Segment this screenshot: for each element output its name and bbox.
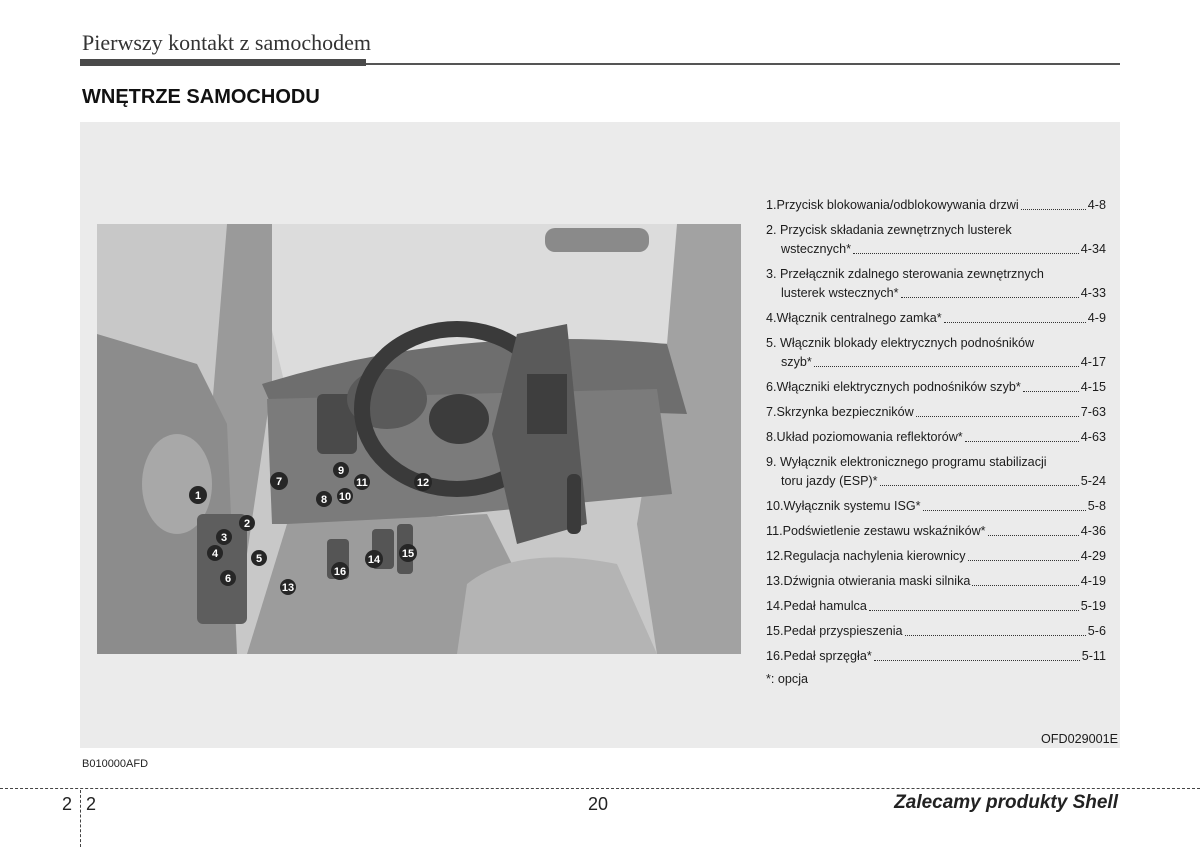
leader-dots — [916, 416, 1079, 417]
running-header-title: Pierwszy kontakt z samochodem — [82, 30, 371, 55]
svg-text:8: 8 — [320, 494, 328, 506]
svg-text:6: 6 — [224, 573, 232, 585]
section-heading: WNĘTRZE SAMOCHODU — [82, 86, 320, 108]
legend-item — [766, 622, 1106, 641]
legend-page-ref: 4-33 — [1080, 286, 1106, 300]
callout-16 — [331, 562, 349, 580]
legend-page-ref: 4-15 — [1080, 380, 1106, 394]
leader-dots — [814, 366, 1079, 367]
legend-label: Przełącznik zdalnego sterowania zewnętrznych — [780, 267, 1044, 281]
svg-text:14: 14 — [367, 554, 381, 566]
legend-item — [766, 265, 1106, 303]
legend-item — [766, 547, 1106, 566]
legend-label: Przycisk składania zewnętrznych lusterek — [780, 223, 1012, 237]
legend-label: Włącznik blokady elektrycznych podnośników — [780, 336, 1035, 350]
leader-dots — [965, 441, 1079, 442]
legend-label: Pedał hamulca — [783, 599, 867, 613]
legend-number: 8. — [766, 430, 777, 444]
legend-number: 14. — [766, 599, 784, 613]
car-interior-illustration — [97, 224, 741, 654]
legend-number: 15. — [766, 624, 784, 638]
legend-line — [766, 472, 1106, 491]
callout-13 — [280, 579, 296, 595]
legend-label: Przycisk blokowania/odblokowywania drzwi — [776, 198, 1019, 212]
legend-list — [766, 196, 1106, 686]
rearview-mirror — [545, 228, 649, 252]
legend-number: 3. — [766, 267, 777, 281]
legend-label: Włączniki elektrycznych podnośników szyb* — [776, 380, 1021, 394]
callout-15 — [399, 544, 417, 562]
legend-number: 16. — [766, 649, 784, 663]
leader-dots — [923, 510, 1086, 511]
svg-text:10: 10 — [338, 491, 352, 503]
audio-unit — [527, 374, 567, 434]
header-rule-accent — [80, 59, 366, 66]
legend-line — [766, 240, 1106, 259]
legend-label-cont: lusterek wstecznych* — [781, 286, 899, 300]
callout-2 — [239, 515, 255, 531]
legend-label: Regulacja nachylenia kierownicy — [783, 549, 966, 563]
legend-label: Pedał przyspieszenia — [783, 624, 903, 638]
legend-item — [766, 221, 1106, 259]
legend-page-ref: 4-19 — [1080, 574, 1106, 588]
gear-shifter — [567, 474, 581, 534]
callout-8 — [316, 491, 332, 507]
svg-text:2: 2 — [243, 518, 251, 530]
svg-text:9: 9 — [337, 465, 345, 477]
legend-line — [766, 334, 1106, 353]
leader-dots — [1023, 391, 1079, 392]
legend-page-ref: 5-8 — [1087, 499, 1106, 513]
legend-page-ref: 5-19 — [1080, 599, 1106, 613]
legend-line — [766, 353, 1106, 372]
svg-text:1: 1 — [194, 490, 202, 502]
legend-page-ref: 4-8 — [1087, 198, 1106, 212]
footer-section-number-right: 2 — [86, 794, 97, 814]
legend-number: 2. — [766, 223, 777, 237]
svg-text:13: 13 — [281, 582, 295, 594]
svg-text:7: 7 — [275, 476, 283, 488]
callout-1 — [189, 486, 207, 504]
callout-14 — [365, 550, 383, 568]
callout-7 — [270, 472, 288, 490]
svg-text:15: 15 — [401, 548, 415, 560]
legend-item — [766, 334, 1106, 372]
legend-label: Wyłącznik systemu ISG* — [783, 499, 921, 513]
legend-page-ref: 7-63 — [1080, 405, 1106, 419]
legend-line — [766, 265, 1106, 284]
legend-number: 4. — [766, 311, 777, 325]
footer-dashed-rule — [0, 788, 1200, 789]
callout-5 — [251, 550, 267, 566]
leader-dots — [869, 610, 1079, 611]
callout-9 — [333, 462, 349, 478]
leader-dots — [1021, 209, 1086, 210]
legend-item — [766, 647, 1106, 666]
legend-item — [766, 378, 1106, 397]
legend-label: Włącznik centralnego zamka* — [776, 311, 942, 325]
legend-footnote: *: opcja — [766, 672, 809, 686]
legend-page-ref: 4-17 — [1080, 355, 1106, 369]
leader-dots — [972, 585, 1078, 586]
leader-dots — [968, 560, 1079, 561]
legend-number: 5. — [766, 336, 777, 350]
legend-label: Układ poziomowania reflektorów* — [776, 430, 963, 444]
legend-item — [766, 196, 1106, 215]
legend-page-ref: 5-24 — [1080, 474, 1106, 488]
legend-number: 9. — [766, 455, 777, 469]
leader-dots — [874, 660, 1080, 661]
svg-text:11: 11 — [356, 477, 368, 489]
legend-page-ref: 4-34 — [1080, 242, 1106, 256]
legend-item — [766, 572, 1106, 591]
legend-line — [766, 284, 1106, 303]
legend-label: Pedał sprzęgła* — [783, 649, 872, 663]
legend-page-ref: 4-36 — [1080, 524, 1106, 538]
legend-page-ref: 4-29 — [1080, 549, 1106, 563]
legend-item — [766, 522, 1106, 541]
figure-code: OFD029001E — [1040, 732, 1118, 746]
legend-item — [766, 597, 1106, 616]
legend-label: Wyłącznik elektronicznego programu stabilizacji — [780, 455, 1047, 469]
legend-number: 12. — [766, 549, 784, 563]
legend-number: 13. — [766, 574, 784, 588]
svg-text:5: 5 — [255, 553, 263, 565]
legend-label-cont: szyb* — [781, 355, 812, 369]
legend-label: Dźwignia otwierania maski silnika — [783, 574, 971, 588]
header-rule — [366, 63, 1120, 65]
legend-label-cont: toru jazdy (ESP)* — [781, 474, 878, 488]
svg-text:12: 12 — [416, 477, 430, 489]
footer-page-number: 20 — [588, 794, 609, 814]
callout-11 — [354, 474, 370, 490]
callout-6 — [220, 570, 236, 586]
legend-label-cont: wstecznych* — [781, 242, 851, 256]
leader-dots — [944, 322, 1086, 323]
legend-line — [766, 453, 1106, 472]
legend-number: 10. — [766, 499, 784, 513]
legend-item — [766, 453, 1106, 491]
document-code: B010000AFD — [82, 758, 149, 770]
legend-item — [766, 497, 1106, 516]
footer-vertical-divider — [80, 790, 81, 847]
leader-dots — [880, 485, 1079, 486]
callout-3 — [216, 529, 232, 545]
svg-text:3: 3 — [220, 532, 228, 544]
callout-10 — [337, 488, 353, 504]
legend-number: 11. — [766, 524, 783, 538]
footer-brand-slogan: Zalecamy produkty Shell — [894, 792, 1118, 813]
legend-page-ref: 5-6 — [1087, 624, 1106, 638]
callout-12 — [414, 473, 432, 491]
legend-page-ref: 4-9 — [1087, 311, 1106, 325]
legend-number: 6. — [766, 380, 777, 394]
svg-text:16: 16 — [333, 566, 347, 578]
legend-item — [766, 428, 1106, 447]
leader-dots — [988, 535, 1079, 536]
legend-number: 7. — [766, 405, 777, 419]
leader-dots — [905, 635, 1086, 636]
svg-text:4: 4 — [211, 548, 219, 560]
legend-item — [766, 403, 1106, 422]
footer-section-number: 2 — [62, 794, 73, 814]
legend-number: 1. — [766, 198, 777, 212]
callout-4 — [207, 545, 223, 561]
legend-page-ref: 4-63 — [1080, 430, 1106, 444]
leader-dots — [853, 253, 1079, 254]
legend-label: Skrzynka bezpieczników — [776, 405, 914, 419]
legend-item — [766, 309, 1106, 328]
legend-line — [766, 221, 1106, 240]
steering-hub — [429, 394, 489, 444]
legend-page-ref: 5-11 — [1081, 649, 1106, 663]
leader-dots — [901, 297, 1079, 298]
legend-label: Podświetlenie zestawu wskaźników* — [782, 524, 986, 538]
